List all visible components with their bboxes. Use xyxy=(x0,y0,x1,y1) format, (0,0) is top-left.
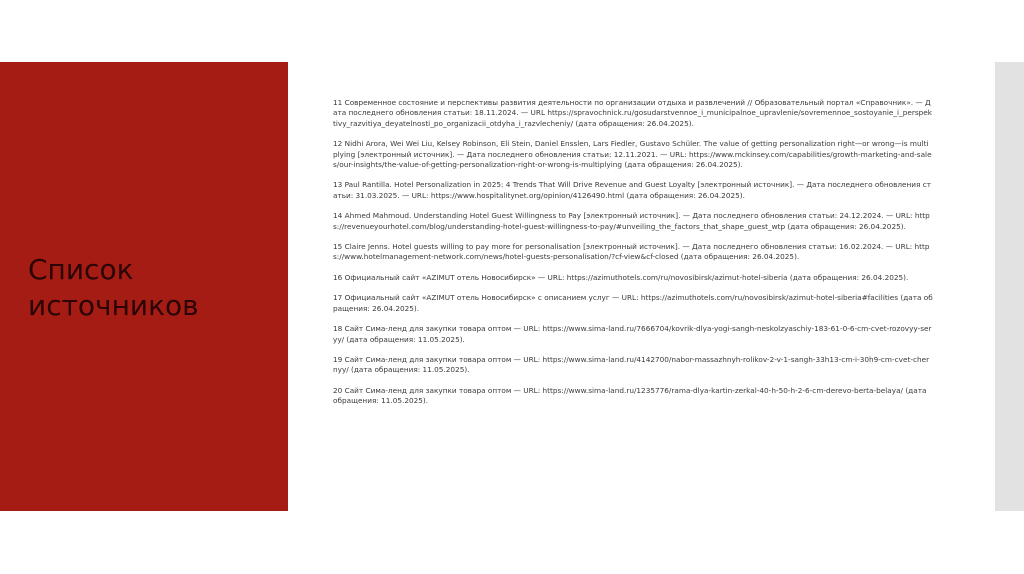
reference-item-16: 16 Официальный сайт «AZIMUT отель Новосибирск» — URL: https://azimuthotels.com/ru/novosibirsk/azimut-hotel-siberia (дата обращения: 26.04.2025). xyxy=(333,272,909,282)
reference-item-17: 17 Официальный сайт «AZIMUT отель Новосибирск» с описанием услуг — URL: https://azimuthotels.com/ru/novosibirsk/azimut-hotel-siberia#facilities (дата обращения: 26.04.2025). xyxy=(333,293,933,313)
reference-item-13: 13 Paul Rantilla. Hotel Personalization in 2025: 4 Trends That Will Drive Revenue and Guest Loyalty [электронный источник]. — Дата последнего обновления статьи: 31.03.2025. — URL: https://www.hospitalitynet.org/opinion/4126490.html (дата обращения: 26.04.2025). xyxy=(333,180,932,200)
reference-item-14: 14 Ahmed Mahmoud. Understanding Hotel Guest Willingness to Pay [электронный источник]. — Дата последнего обновления статьи: 24.12.2024. — URL: https://revenueyourhotel.com/blog/understanding-hotel-guest-willingness-to-pay/#unveiling_the_factors_that_shape_guest_wtp (дата обращения: 26.04.2025). xyxy=(333,211,930,231)
reference-item-15: 15 Claire Jenns. Hotel guests willing to pay more for personalisation [электронный источник]. — Дата последнего обновления статьи: 16.02.2024. — URL: https://www.hotelmanagement-network.com/news/hotel-guests-personalisation/?cf-view&cf-closed (дата обращения: 26.04.2025). xyxy=(333,242,930,262)
reference-item-20: 20 Сайт Сима-ленд для закупки товара оптом — URL: https://www.sima-land.ru/1235776/rama-dlya-kartin-zerkal-40-h-50-h-2-6-cm-derevo-berta-belaya/ (дата обращения: 11.05.2025). xyxy=(333,385,927,406)
reference-item-19: 19 Сайт Сима-ленд для закупки товара оптом — URL: https://www.sima-land.ru/4142700/nabor-massazhnyh-rolikov-2-v-1-sangh-33h13-cm-i-30h9-cm-cvet-chernyy/ (дата обращения: 11.05.2025). xyxy=(333,354,930,375)
reference-item-11: 11 Современное состояние и перспективы развития деятельности по организации отдыха и развлечений // Образовательный портал «Справочник». — Дата последнего обновления статьи: 18.11.2024. — URL https://spravochnick.ru/gosudarstvennoe_i_municipalnoe_upravlenie/sovremennoe_sostoyanie_i_perspektivy_razvitiya_deyatelnosti_po_organizacii_otdyha_i_razvlecheniy/ (дата обращения: 26.04.2025). xyxy=(333,98,932,128)
reference-item-18: 18 Сайт Сима-ленд для закупки товара оптом — URL: https://www.sima-land.ru/7666704/kovrik-dlya-yogi-sangh-neskolzyaschiy-183-61-0-6-cm-cvet-rozovyy-seryy/ (дата обращения: 11.05.2025). xyxy=(333,324,932,344)
reference-list xyxy=(333,98,933,417)
side-strip xyxy=(995,62,1024,511)
slide-title: Список источников xyxy=(28,253,199,322)
reference-item-12: 12 Nidhi Arora, Wei Wei Liu, Kelsey Robinson, Eli Stein, Daniel Ensslen, Lars Fiedler, Gustavo Schüler. The value of getting personalization right—or wrong—is multiplying [электронный источник]. — Дата последнего обновления статьи: 12.11.2021. — URL: https://www.mckinsey.com/capabilities/growth-marketing-and-sales/our-insights/the-value-of-getting-personalization-right-or-wrong-is-multiplying (дата обращения: 26.04.2025). xyxy=(333,139,932,170)
